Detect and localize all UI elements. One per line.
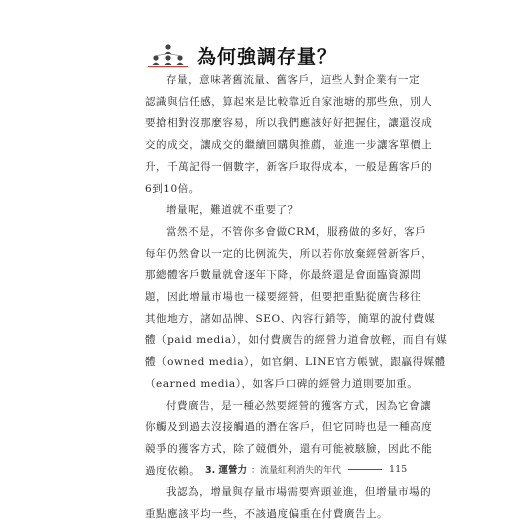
text-line: 付費廣告，是一種必然要經營的獲客方式，因為它會讓	[166, 399, 432, 412]
section-title: 為何強調存量？	[197, 46, 338, 68]
text-line: 每年仍然會以一定的比例流失，所以若你放棄經營新客戶，	[145, 247, 433, 260]
page-number: 115	[389, 463, 408, 475]
text-line: 要搶相對沒那麼容易，所以我們應該好好把握住，讓還沒成	[145, 117, 433, 130]
chapter-title: ：流量紅利消失的年代	[251, 465, 342, 476]
text-line: 當然不是，不管你多會做CRM，服務做的多好，客戶	[166, 225, 427, 238]
text-line: 你觸及到過去沒接觸過的潛在客戶，但它同時也是一種高度	[145, 421, 433, 434]
text-line: 過度依賴。	[145, 464, 201, 477]
text-line: 其他地方，諸如品牌、SEO、內容行銷等，簡單的說付費媒	[145, 312, 436, 325]
text-line: 那總體客戶數量就會逐年下降，你最終還是會面臨資源問	[145, 269, 422, 282]
footer-rule	[348, 469, 382, 470]
text-line: 體（owned media），如官網、LINE官方帳號，跟贏得媒體	[145, 356, 446, 369]
text-line: 認識與信任感，算起來是比較靠近自家池塘的那些魚，別人	[145, 95, 433, 108]
text-line: 重點應該平均一些，不該過度偏重在付費廣告上。	[145, 508, 389, 521]
body-text	[145, 70, 448, 526]
text-line: 升，千萬記得一個數字，新客戶取得成本，一般是舊客戶的	[145, 160, 433, 173]
section-heading	[145, 42, 337, 69]
text-line: 競爭的獲客方式，除了競價外，還有可能被駭臉，因此不能	[145, 442, 433, 455]
text-line: 存量，意味著舊流量、舊客戶，這些人對企業有一定	[166, 74, 421, 86]
text-line: 6到10倍。	[145, 182, 200, 195]
text-line: 體（paid media），如付費廣告的經營力道會放輕，而自有媒	[145, 334, 448, 347]
text-line: 增量呢，難道就不重要了？	[166, 204, 299, 217]
text-line: 我認為，增量與存量市場需要齊頭並進，但增量市場的	[166, 486, 432, 499]
page-footer	[205, 462, 407, 476]
text-line: 題，因此增量市場也一樣要經營，但要把重點從廣告移往	[145, 291, 422, 304]
text-line: 交的成交，讓成交的繼續回購與推薦，並進一步讓客單價上	[145, 139, 433, 152]
chapter-label: 3. 運營力	[205, 465, 248, 476]
text-line: （earned media），如客戶口碑的經營力道則要加重。	[145, 377, 419, 390]
people-network-icon	[145, 43, 191, 69]
